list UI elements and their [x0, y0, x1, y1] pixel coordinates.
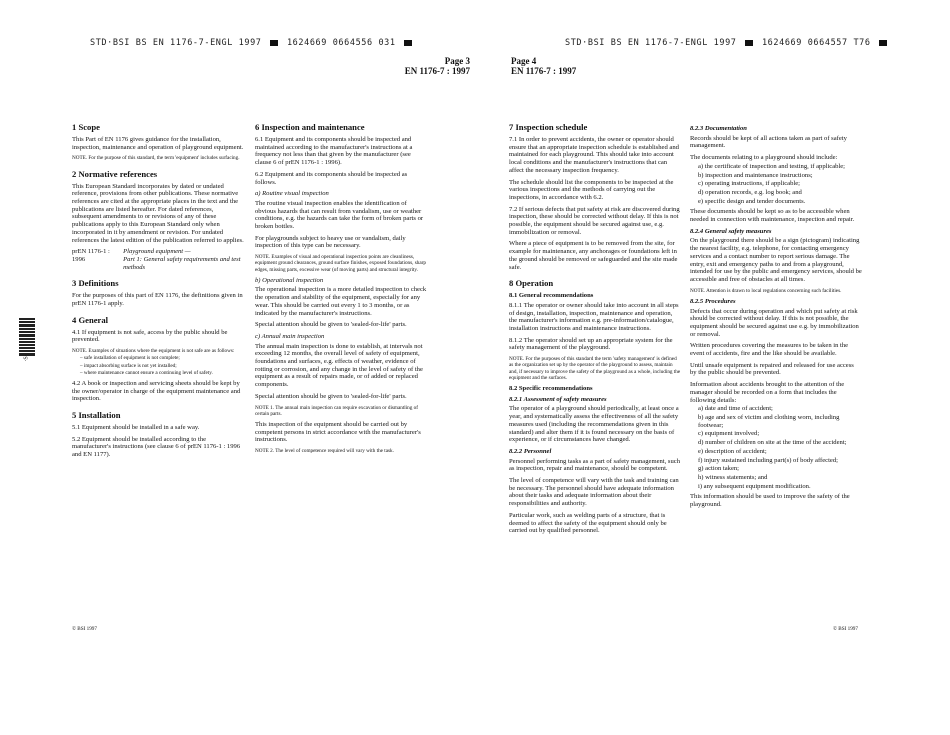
page-footer: © BSI 1997 — [833, 626, 858, 632]
paragraph: This information should be used to improve the safety of the playground. — [690, 493, 850, 509]
list-item: – where maintenance cannot ensure a continuing level of safety. — [80, 369, 213, 376]
subsection-heading: 8.2.2 Personnel — [509, 447, 552, 455]
paragraph: Special attention should be given to 'sealed-for-life' parts. — [255, 392, 407, 400]
doc-number: EN 1176-7 : 1997 — [511, 66, 577, 76]
note: NOTE 2. The level of competence required will vary with the task. — [255, 448, 394, 455]
paragraph: For the purposes of this part of EN 1176, the definitions given in prEN 1176-1 apply. — [72, 292, 243, 308]
section-heading: 5 Installation — [72, 410, 121, 421]
right-page — [475, 0, 950, 735]
paragraph: The routine visual inspection enables the identification of obvious hazards that can result from vandalism, use or weather conditions, e.g. the hazards can take the form of broken parts or broken bottles. — [255, 199, 424, 231]
list-item: – impact absorbing surface is not yet installed; — [80, 362, 177, 369]
list-item: b) age and sex of victim and clothing worn, including footwear; — [698, 414, 840, 429]
note: NOTE. Examples of situations where the equipment is not safe are as follows: — [72, 348, 235, 355]
running-header — [565, 38, 890, 48]
paragraph: This Part of EN 1176 gives guidance for the installation, inspection, maintenance and operation of playground equipment. — [72, 136, 244, 151]
section-heading: 4 General — [72, 314, 109, 325]
paragraph: For playgrounds subject to heavy use or vandalism, daily inspection of this type can be necessary. — [255, 234, 406, 250]
paragraph: 5.1 Equipment should be installed in a safe way. — [72, 424, 200, 432]
paragraph: The annual main inspection is done to establish, at intervals not exceeding 12 months, the overall level of safety of equipment, foundations and surfaces, e.g. effects of weather, evidence of rotting or corrosion, and any change in the level of safety of the equipment as a result of repairs made, or of added or replaced components. — [255, 342, 423, 389]
note: NOTE. Examples of visual and operational inspection points are cleanliness, equipment ground clearances, ground surface finishes, exposed foundations, sharp edges, missing parts, excessive wear (of moving parts) and structural integrity. — [255, 254, 426, 273]
column-2 — [255, 122, 427, 458]
reference-title — [123, 248, 244, 271]
paragraph: Particular work, such as welding parts of a structure, that is deemed to affect the safety of the equipment should only be carried out by qualified personnel. — [509, 511, 667, 535]
note: NOTE. For the purpose of this standard, the term 'equipment' includes surfacing. — [72, 155, 240, 162]
subsection-heading: 8.2.1 Assessment of safety measures — [509, 395, 607, 403]
margin-glyph: ·S· — [23, 354, 30, 362]
paragraph: Until unsafe equipment is repaired and released for use access by the public should be prevented. — [690, 361, 854, 377]
list-item: d) number of children on site at the time of the accident; — [698, 439, 847, 447]
column-3 — [509, 122, 681, 539]
paragraph: The operational inspection is a more detailed inspection to check the operation and stability of the equipment, especially for any wear. This should be carried out every 1 to 3 months, or as indicated by the manufacturer's instructions. — [255, 286, 427, 317]
subsection-title: a) Routine visual inspection — [255, 190, 329, 198]
runner-text: STD·BSI BS EN 1176-7-ENGL 1997 — [565, 38, 737, 48]
paragraph: 4.1 If equipment is not safe, access by the public should be prevented. — [72, 328, 228, 344]
paragraph: Records should be kept of all actions taken as part of safety management. — [690, 134, 847, 150]
list-item: h) witness statements; and — [698, 473, 768, 481]
paragraph: Information about accidents brought to the attention of the manager should be recorded on a form that includes the following details: — [690, 381, 845, 404]
section-heading: 1 Scope — [72, 122, 100, 132]
paragraph: These documents should be kept so as to be accessible when needed in connection with maintenance, inspection and repair. — [690, 208, 855, 224]
list-item: e) description of accident; — [698, 447, 767, 455]
reference-title-line: Playground equipment — — [123, 248, 191, 256]
paragraph: This European Standard incorporates by dated or undated reference, provisions from other publications. These normative references are cited at the appropriate places in the text and the publications are listed hereafter. For dated references, subsequent amendments to or revisions of any of these publications apply to this European Standard only when incorporated in it by amendment or revision. For undated references the latest edition of the publication referred to applies. — [72, 182, 244, 244]
list-item: g) action taken; — [698, 465, 740, 473]
running-header — [90, 38, 415, 48]
page-heading — [511, 56, 576, 76]
reference-code: prEN 1176-1 : 1996 — [72, 248, 110, 263]
subsection-title: b) Operational inspection — [255, 276, 324, 284]
reference-title-line: Part 1: General safety requirements and test methods — [123, 255, 241, 271]
section-heading: 3 Definitions — [72, 278, 119, 289]
runner-text: STD·BSI BS EN 1176-7-ENGL 1997 — [90, 38, 262, 48]
runner-code: 1624669 0664557 T76 — [761, 38, 871, 48]
doc-number: EN 1176-7 : 1997 — [404, 66, 470, 76]
paragraph: 5.2 Equipment should be installed according to the manufacturer's instructions (see clause 6 of prEN 1176-1 : 1996 and EN 1177). — [72, 435, 241, 459]
subsection-heading: 8.2 Specific recommendations — [509, 384, 593, 392]
list-item: i) any subsequent equipment modification. — [698, 482, 811, 490]
note: NOTE 1. The annual main inspection can require excavation or dismantling of certain parts. — [255, 404, 418, 417]
page-number: Page 3 — [444, 56, 470, 66]
paragraph: Where a piece of equipment is to be removed from the site, for example for maintenance, any anchorages or foundations left in the ground should be removed or safeguarded and the site made safe. — [509, 240, 678, 271]
paragraph: 8.1.2 The operator should set up an appropriate system for the safety management of the playground. — [509, 336, 673, 352]
runner-code: 1624669 0664556 031 — [286, 38, 396, 48]
paragraph: 7.2 If serious defects that put safety at risk are discovered during inspection, these should be corrected without delay. If this is not possible, the equipment should be secured against use, e.g. immobilization or removal. — [509, 205, 680, 236]
page-number: Page 4 — [511, 56, 537, 66]
column-1 — [72, 122, 244, 463]
section-heading: 6 Inspection and maintenance — [255, 122, 365, 132]
paragraph: The documents relating to a playground should include: — [690, 154, 838, 162]
subsection-heading: 8.2.5 Procedures — [690, 297, 736, 305]
paragraph: Defects that occur during operation and which put safety at risk should be corrected without delay. If this is not possible, the equipment should be secured against use e.g. by immobilization or removal. — [690, 307, 859, 338]
subsection-heading: 8.1 General recommendations — [509, 292, 594, 300]
list-item: d) operation records, e.g. log book; and — [698, 188, 802, 196]
list-item: a) the certificate of inspection and testing, if applicable; — [698, 162, 846, 170]
section-heading: 2 Normative references — [72, 168, 158, 179]
paragraph: On the playground there should be a sign (pictogram) indicating the nearest facility, e.g. telephone, for contacting emergency services and a contact number to report serious damage. The entry, exit and emergency paths to and from a playground, intended for use by the public and emergency services, should be accessible and free of obstacles at all times. — [690, 237, 862, 283]
section-heading: 8 Operation — [509, 278, 554, 289]
normative-reference — [72, 248, 244, 271]
paragraph: 8.1.1 The operator or owner should take into account in all steps of design, installation, inspection, maintenance and operation, the manufacturer's information e.g. pre-information/catalogue, installation instructions and maintenance instructions. — [509, 301, 679, 333]
paragraph: The schedule should list the components to be inspected at the various inspections and the methods of carrying out the inspections, in accordance with 6.2. — [509, 178, 674, 201]
runner-bar — [270, 40, 278, 46]
list-item: c) operating instructions, if applicable; — [698, 180, 800, 188]
runner-bar — [745, 40, 753, 46]
paragraph: The operator of a playground should periodically, at least once a year, and systematically assess the effectiveness of all the safety measures used (including the recommendations given in this standard) and alter them if it is found necessary on the basis of experience, or if circumstances have changed. — [509, 405, 679, 444]
subsection-title: c) Annual main inspection — [255, 332, 325, 340]
paragraph: 7.1 In order to prevent accidents, the owner or operator should ensure that an appropriate inspection schedule is established and maintained for each playground. This should take into account local conditions and the manufacturer's instructions that can affect the necessary inspection frequency. — [509, 136, 679, 174]
note: NOTE. For the purposes of this standard the term 'safety management' is defined as the organization set up by the operator of the playground to assess, maintain and, if necessary to improve the safety of the playground as a whole, including the equipment and the surfaces. — [509, 356, 681, 381]
paragraph: This inspection of the equipment should be carried out by competent persons in strict accordance with the manufacturer's instructions. — [255, 421, 421, 444]
paragraph: Personnel performing tasks as a part of safety management, such as inspection, repair and maintenance, should be competent. — [509, 457, 681, 473]
paragraph: 6.1 Equipment and its components should be inspected and maintained according to the manufacturer's instructions at a frequency not less than that given by the manufacturer (see clause 6 of prEN 1176-1 : 1996). — [255, 136, 413, 167]
column-4 — [690, 122, 862, 513]
list-item: f) injury sustained including part(s) of body affected; — [698, 456, 838, 464]
page-heading — [270, 56, 470, 76]
paragraph: 6.2 Equipment and its components should be inspected as follows. — [255, 170, 408, 186]
section-heading: 7 Inspection schedule — [509, 122, 588, 132]
list-item: b) inspection and maintenance instructions; — [698, 171, 813, 179]
runner-bar — [879, 40, 887, 46]
list-item: e) specific design and tender documents. — [698, 197, 806, 205]
paragraph: Written procedures covering the measures to be taken in the event of accidents, fire and the like should be available. — [690, 342, 849, 358]
list-item: a) date and time of accident; — [698, 405, 773, 413]
list-item: – safe installation of equipment is not complete; — [80, 355, 180, 362]
note: NOTE. Attention is drawn to local regulations concerning such facilities. — [690, 287, 842, 294]
page-footer: © BSI 1997 — [72, 626, 97, 632]
runner-bar — [404, 40, 412, 46]
subsection-heading: 8.2.3 Documentation — [690, 125, 747, 132]
paragraph: 4.2 A book or inspection and servicing sheets should be kept by the owner/operator in charge of the equipment maintenance and inspection. — [72, 379, 241, 403]
paragraph: The level of competence will vary with the task and training can be necessary. The personnel should have adequate information about their tasks and adequate information about their responsibilities and authority. — [509, 477, 679, 508]
list-item: c) equipment involved; — [698, 430, 760, 438]
subsection-heading: 8.2.4 General safety measures — [690, 227, 772, 235]
paragraph: Special attention should be given to 'sealed-for-life' parts. — [255, 321, 407, 329]
